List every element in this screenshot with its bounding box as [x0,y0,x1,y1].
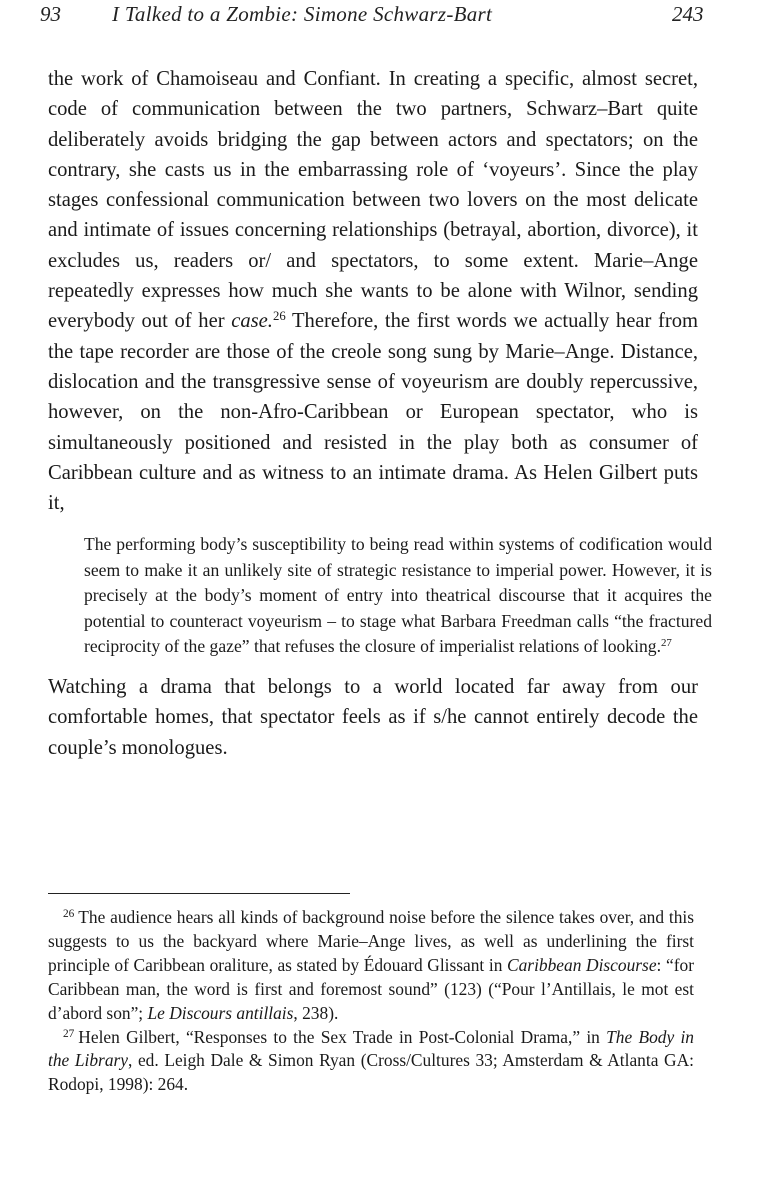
footnote-divider [48,893,350,894]
paragraph-1 [48,64,698,518]
paragraph-2: Watching a drama that belongs to a world located far away from our comfortable homes, that spectator feels as if s/he cannot entirely decode the couple’s monologues. [48,675,698,759]
paragraph-1-part-b: Therefore, the first words we actually hear from the tape recorder are those of the creole song sung by Marie–Ange. Distance, dislocation and the transgressive sense of voyeurism are doubly repercussive, however, on the non-Afro-Caribbean or European spectator, who is simultaneously positioned and resisted in the play both as consumer of Caribbean culture and as witness to an intimate drama. As Helen Gilbert puts it, [48,310,699,515]
footnote-26-text-b: : “for Caribbean man, the word is first and foremost sound” (123) (“Pour l’Antillais, le mot est d’abord son”; [48,954,694,1023]
paragraph-1-part-a: the work of Chamoiseau and Confiant. In creating a specific, almost secret, code of communication between the two partners, Schwarz–Bart quite deliberately avoids bridging the gap between actors and spectators; on the contrary, she casts us in the embarrassing role of ‘voyeurs’. Since the play stages confessional communication between two lovers on the most delicate and intimate of issues concerning relationships (betrayal, abortion, divorce), it excludes us, readers or/ and spectators, to some extent. Marie–Ange repeatedly expresses how much she wants to be alone with Wilnor, sending everybody out of her [48,68,698,333]
page-number-left: 93 [40,2,61,26]
footnotes [48,906,694,1097]
footnote-26-title-1: Caribbean Discourse [507,954,657,975]
block-quote-text: The performing body’s susceptibility to being read within systems of codification would seem to make it an unlikely site of strategic resistance to imperial power. However, it is precisely at the body’s moment of entry into theatrical discourse that it acquires the potential to counteract voyeurism – to stage what Barbara Freedman calls “the fractured reciprocity of the gaze” that refuses the closure of imperialist relations of looking. [84,534,712,657]
footnote-26-text-c: , 238). [293,1002,339,1023]
main-text [48,64,712,763]
footnote-27-text-a: Helen Gilbert, “Responses to the Sex Trade in Post-Colonial Drama,” in [78,1026,607,1047]
footnote-27-title: The Body in the Library [48,1026,694,1071]
running-header [40,2,720,26]
block-quote [84,532,712,660]
footnote-27-number: 27 [63,1027,75,1040]
footnote-26 [48,906,694,1026]
footnote-26-number: 26 [63,908,75,921]
footnote-ref-27: 27 [660,637,672,650]
footnote-26-title-2: Le Discours antillais [147,1002,294,1023]
page-number-right: 243 [672,2,704,26]
case-word: case. [231,310,273,333]
running-title: I Talked to a Zombie: Simone Schwarz-Bart [112,2,493,26]
footnote-26-text-a: The audience hears all kinds of background noise before the silence takes over, and this suggests to us the backyard where Marie–Ange lives, as well as underlining the first principle of Caribbean oraliture, as stated by Édouard Glissant in [48,907,694,975]
footnote-27 [48,1026,694,1098]
footnote-ref-26: 26 [272,309,286,324]
footnote-27-text-b: , ed. Leigh Dale & Simon Ryan (Cross/Cultures 33; Amsterdam & Atlanta GA: Rodopi, 1998): 264. [48,1050,694,1095]
